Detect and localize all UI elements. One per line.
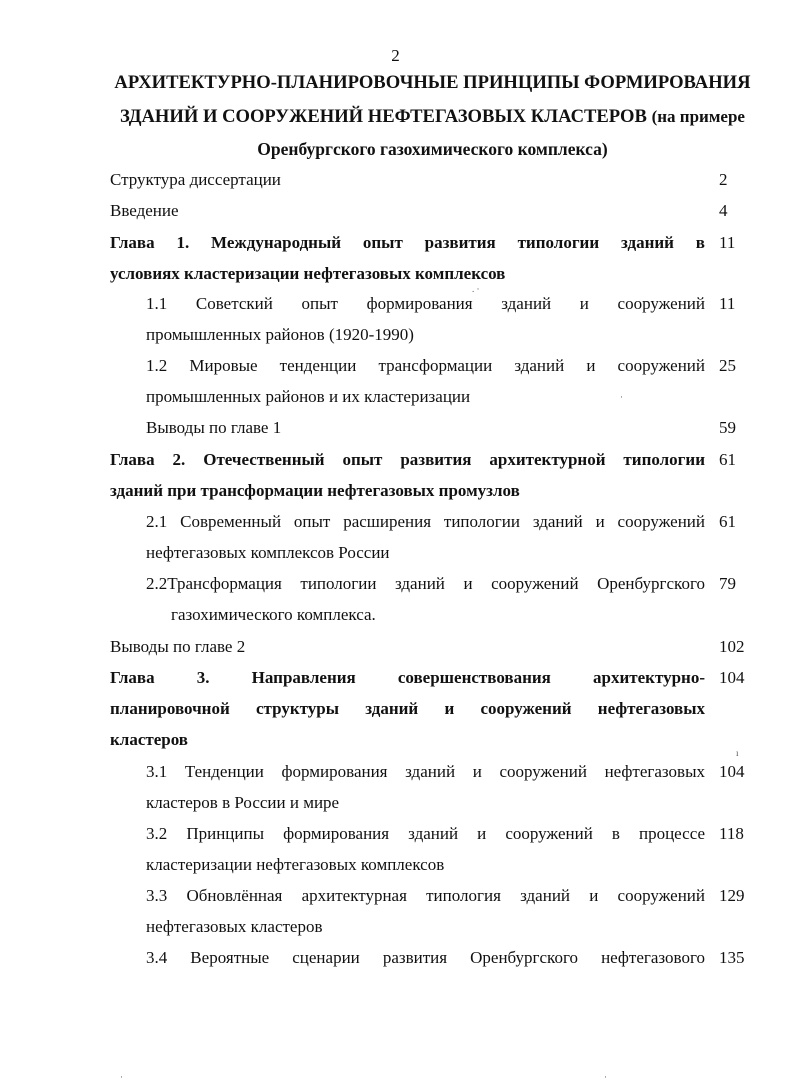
toc-entry-text: нефтегазовых комплексов России (146, 543, 390, 562)
toc-page-number: 11 (719, 294, 736, 313)
toc-page-number: 25 (719, 356, 736, 375)
toc-entry-structure (110, 164, 705, 195)
scan-speck: · (120, 1072, 123, 1082)
toc-page-number: 61 (719, 512, 736, 531)
toc-entry-text: условиях кластеризации нефтегазовых комплексов (110, 264, 506, 283)
toc-entry-text: 3.1 Тенденции формирования зданий и сооружений нефтегазовых (146, 762, 705, 781)
toc-entry-text: 3.2 Принципы формирования зданий и сооружений в процессе (146, 824, 705, 843)
toc-entry-text: кластеризации нефтегазовых комплексов (146, 855, 445, 874)
toc-page-number: 118 (719, 824, 744, 843)
toc-page-number: 102 (719, 637, 745, 656)
toc-entry-section-2-2 (146, 568, 705, 630)
toc-page-number: 104 (719, 762, 745, 781)
toc-entry-text: Глава 1. Международный опыт развития типологии зданий в (110, 233, 705, 252)
toc-page-number: 104 (719, 668, 745, 687)
toc-entry-section-3-4 (146, 942, 705, 973)
toc-entry-text: нефтегазовых кластеров (146, 917, 323, 936)
title-line-3: Оренбургского газохимического комплекса) (257, 139, 608, 159)
toc-entry-text: промышленных районов и их кластеризации (146, 387, 471, 406)
toc-entry-text: 2.1 Современный опыт расширения типологии зданий и сооружений (146, 512, 705, 531)
toc-entry-text: газохимического комплекса. (171, 605, 376, 624)
toc-entry-chapter-3 (110, 662, 705, 755)
toc-entry-text: Выводы по главе 2 (110, 637, 246, 656)
scan-speck: · (604, 1072, 607, 1082)
scan-speck: · (620, 392, 623, 402)
toc-entry-section-1-1 (146, 288, 705, 350)
toc-entry-text: кластеров (110, 730, 188, 749)
scan-speck: ı (736, 748, 739, 758)
toc-page-number: 59 (719, 418, 736, 437)
toc-page-number: 79 (719, 574, 736, 593)
toc-entry-text: Структура диссертации (110, 170, 281, 189)
toc-entry-text: кластеров в России и мире (146, 793, 340, 812)
toc-entry-text: Глава 3. Направления совершенствования архитектурно- (110, 668, 705, 687)
toc-entry-text: 3.3 Обновлённая архитектурная типология зданий и сооружений (146, 886, 705, 905)
toc-page-number: 129 (719, 886, 745, 905)
toc-page-number: 135 (719, 948, 745, 967)
toc-entry-section-3-2 (146, 818, 705, 880)
toc-entry-section-1-2 (146, 350, 705, 412)
title-line-2 (110, 106, 755, 128)
toc-entry-text: 1.2 Мировые тенденции трансформации зданий и сооружений (146, 356, 705, 375)
toc-entry-text: Введение (110, 201, 179, 220)
toc-entry-text: 2.2Трансформация типологии зданий и сооружений Оренбургского (146, 574, 705, 593)
toc-entry-section-2-1 (146, 506, 705, 568)
toc-entry-text: зданий при трансформации нефтегазовых промузлов (110, 481, 520, 500)
toc-entry-text: промышленных районов (1920-1990) (146, 325, 414, 344)
page-number: 2 (391, 46, 400, 65)
toc-entry-text: Выводы по главе 1 (146, 418, 282, 437)
toc-entry-chapter-2 (110, 444, 705, 506)
toc-entry-conclusions-2 (110, 631, 705, 662)
toc-entry-text: 1.1 Советский опыт формирования зданий и сооружений (146, 294, 705, 313)
toc-entry-chapter-1 (110, 227, 705, 289)
title-line-2-tail: (на примере (651, 107, 745, 126)
toc-entry-text: планировочной структуры зданий и сооружений нефтегазовых (110, 699, 705, 718)
toc-entry-section-3-1 (146, 756, 705, 818)
toc-entry-introduction (110, 195, 705, 226)
toc-page-number: 61 (719, 450, 736, 469)
toc-entry-text: 3.4 Вероятные сценарии развития Оренбургского нефтегазового (146, 948, 705, 967)
title-line-1: АРХИТЕКТУРНО-ПЛАНИРОВОЧНЫЕ ПРИНЦИПЫ ФОРМИРОВАНИЯ (114, 72, 751, 93)
toc-entry-conclusions-1 (146, 412, 705, 443)
toc-entry-text: Глава 2. Отечественный опыт развития архитектурной типологии (110, 450, 705, 469)
title-line-2-main: ЗДАНИЙ И СООРУЖЕНИЙ НЕФТЕГАЗОВЫХ КЛАСТЕРОВ (120, 106, 647, 127)
scan-speck: . · (472, 284, 480, 294)
toc-page-number: 4 (719, 201, 728, 220)
toc-page-number: 2 (719, 170, 728, 189)
toc-entry-section-3-3 (146, 880, 705, 942)
toc-page-number: 11 (719, 233, 736, 252)
